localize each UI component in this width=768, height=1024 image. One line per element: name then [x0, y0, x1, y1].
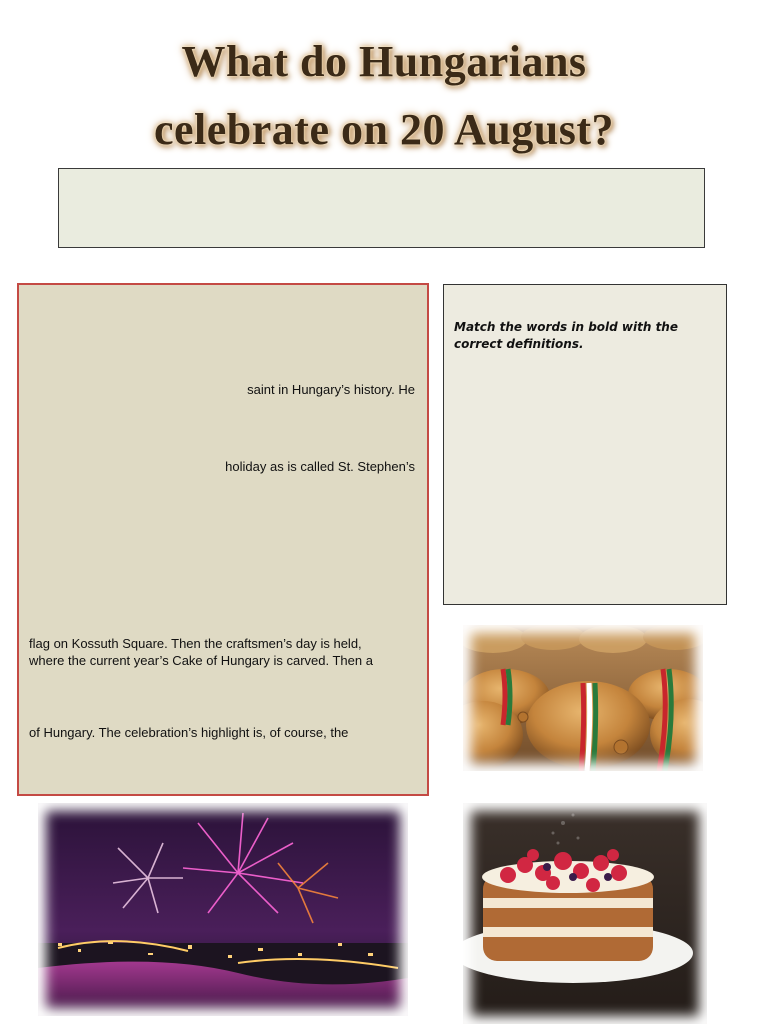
article-line: saint in Hungary’s history. He [247, 382, 415, 397]
article-line: of Hungary. The celebration’s highlight is, of course, the [29, 725, 349, 740]
fireworks-image [38, 803, 408, 1016]
task-instruction: Match the words in bold with the correct definitions. [454, 320, 678, 351]
article-line: where the current year’s Cake of Hungary is carved. Then a [29, 653, 373, 668]
task-box [443, 284, 727, 605]
cake-image [463, 803, 707, 1024]
page-title-line-1: What do Hungarians [181, 37, 587, 86]
bread-image [463, 625, 703, 771]
article-line: flag on Kossuth Square. Then the craftsmen’s day is held, [29, 636, 362, 651]
article-line: holiday as is called St. Stephen’s [225, 459, 415, 474]
article-panel [17, 283, 429, 796]
page-title-line-2: celebrate on 20 August? [153, 105, 615, 154]
answer-box [58, 168, 705, 248]
